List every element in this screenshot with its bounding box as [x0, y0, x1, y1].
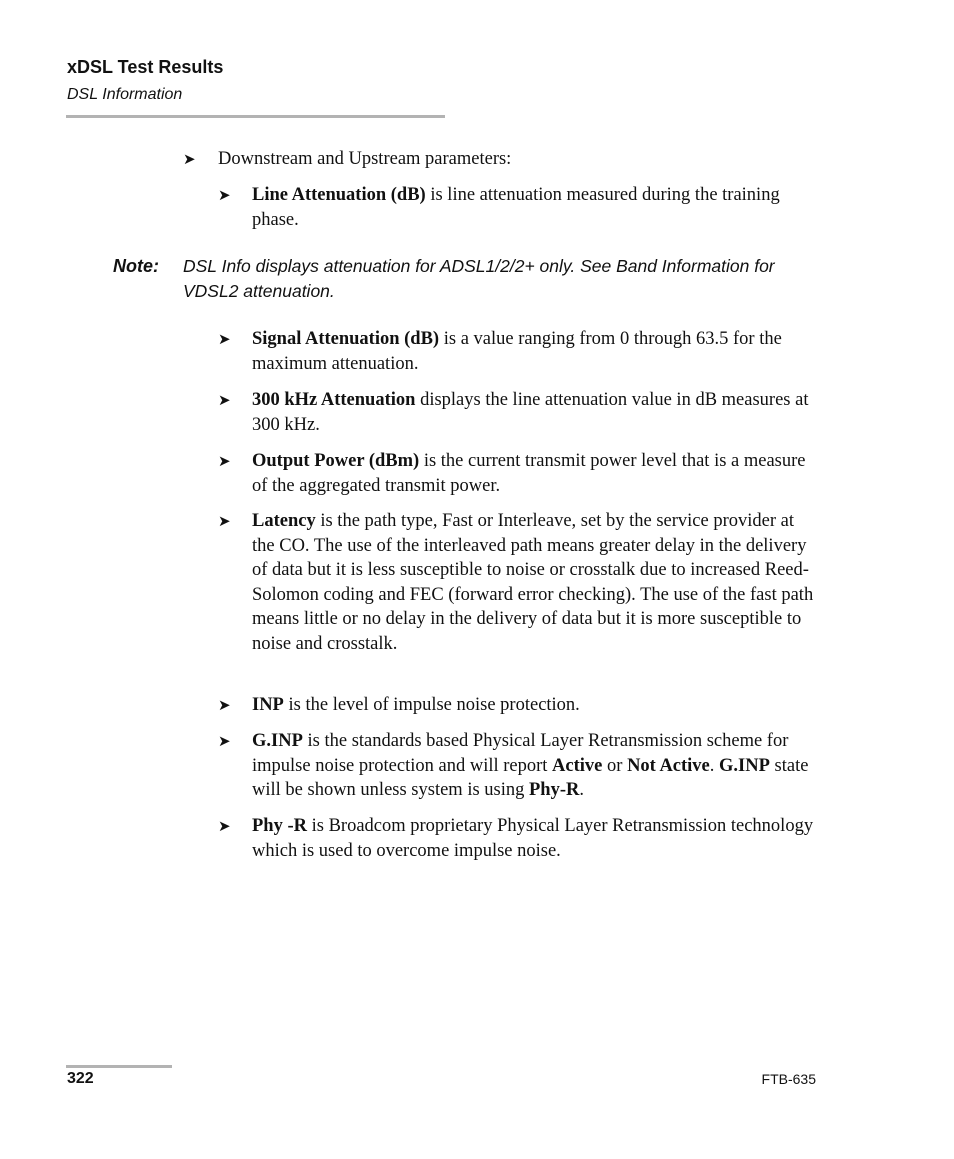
header-rule	[66, 115, 445, 118]
arrow-bullet-icon: ➤	[218, 512, 231, 530]
term-label: G.INP	[252, 731, 303, 751]
term-label: 300 kHz Attenuation	[252, 390, 416, 410]
term-label: Phy -R	[252, 816, 307, 836]
end-period: .	[579, 780, 584, 800]
period-text: .	[709, 755, 720, 776]
term-label: INP	[252, 695, 284, 715]
term-description: is the current transmit power level that is a measure of the aggregated transmit power.	[252, 451, 806, 496]
state-text: state will be shown unless system is using	[252, 755, 809, 800]
active-label: Active	[552, 755, 603, 776]
term-description: is line attenuation measured during the training phase.	[252, 185, 780, 230]
term-description: is the standards based Physical Layer Retransmission scheme for impulse noise protection and will report	[252, 731, 789, 776]
term-description: is the path type, Fast or Interleave, set by the service provider at the CO. The use of the interleaved path means greater delay in the delivery of data but it is less susceptible to noise or crosstalk due to increased Reed-Solomon coding and FEC (forward error checking). The use of the fast path means little or no delay in the delivery of data but it is more susceptible to noise and crosstalk.	[252, 511, 814, 654]
term-label: Line Attenuation (dB)	[252, 185, 426, 205]
term-description: is the level of impulse noise protection.	[283, 695, 580, 715]
not-active-label: Not Active	[627, 755, 710, 776]
note-label: Note:	[113, 256, 159, 276]
arrow-bullet-icon: ➤	[218, 732, 231, 750]
header-subtitle: DSL Information	[67, 86, 183, 103]
footer-rule	[66, 1065, 172, 1068]
arrow-bullet-icon: ➤	[218, 391, 231, 409]
arrow-bullet-icon: ➤	[218, 452, 231, 470]
header-title: xDSL Test Results	[67, 57, 224, 77]
arrow-bullet-icon: ➤	[218, 696, 231, 714]
arrow-bullet-icon: ➤	[218, 186, 231, 204]
page-number: 322	[67, 1070, 94, 1087]
term-label-repeat: G.INP	[719, 755, 770, 776]
arrow-bullet-icon: ➤	[218, 330, 231, 348]
arrow-bullet-icon: ➤	[218, 817, 231, 835]
phyr-label: Phy-R	[529, 780, 580, 800]
term-description: displays the line attenuation value in dB measures at 300 kHz.	[252, 390, 809, 435]
term-description: is a value ranging from 0 through 63.5 for the maximum attenuation.	[252, 329, 782, 374]
term-label: Signal Attenuation (dB)	[252, 329, 440, 349]
intro-bullet-text: Downstream and Upstream parameters:	[218, 149, 512, 169]
product-name: FTB-635	[761, 1071, 816, 1087]
arrow-bullet-icon: ➤	[183, 150, 196, 168]
note-text: DSL Info displays attenuation for ADSL1/2/2+ only. See Band Information for VDSL2 attenuation.	[183, 256, 775, 301]
term-description: is Broadcom proprietary Physical Layer Retransmission technology which is used to overcome impulse noise.	[252, 816, 814, 861]
term-label: Output Power (dBm)	[252, 451, 420, 471]
term-label: Latency	[252, 511, 316, 531]
or-text: or	[602, 755, 628, 776]
